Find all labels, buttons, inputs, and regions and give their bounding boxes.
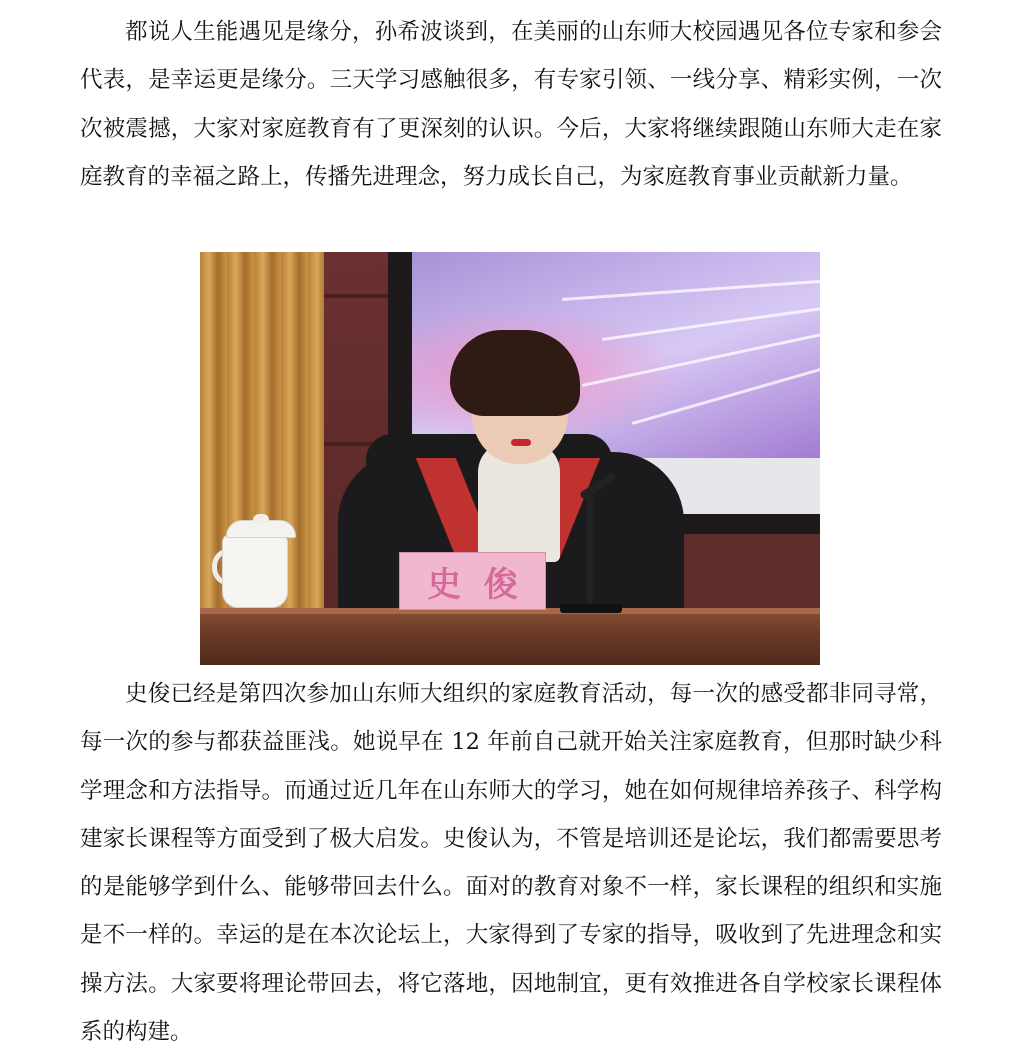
paragraph-1: 都说人生能遇见是缘分，孙希波谈到，在美丽的山东师大校园遇见各位专家和参会代表，是幸运更是缘分。三天学习感触很多，有专家引领、一线分享、精彩实例，一次次被震撼，大家对家庭教育有了更深刻的认识。今后，大家将继续跟随山东师大走在家庭教育的幸福之路上，传播先进理念，努力成长自己，为家庭教育事业贡献新力量。 — [80, 19, 942, 190]
desk — [200, 608, 820, 665]
nameplate-char-2: 俊 — [483, 564, 518, 605]
nameplate — [399, 552, 546, 610]
paragraph-2: 史俊已经是第四次参加山东师大组织的家庭教育活动，每一次的感受都非同寻常，每一次的参与都获益匪浅。她说早在 12 年前自己就开始关注家庭教育，但那时缺少科学理念和方法指导。而通过近几年在山东师大的学习，她在如何规律培养孩子、科学构建家长课程等方面受到了极大启发。史俊认为，不管是培训还是论坛，我们都需要思考的是能够学到什么、能够带回去什么。面对的教育对象不一样，家长课程的组织和实施是不一样的。幸运的是在本次论坛上，大家得到了专家的指导，吸收到了先进理念和实操方法。大家要将理论带回去，将它落地，因地制宜，更有效推进各自学校家长课程体系的构建。 — [80, 681, 942, 1046]
tea-cup — [222, 534, 288, 608]
speaker-hair — [450, 330, 580, 416]
nameplate-char-1: 史 — [427, 564, 462, 605]
speaker-photo — [200, 252, 820, 665]
